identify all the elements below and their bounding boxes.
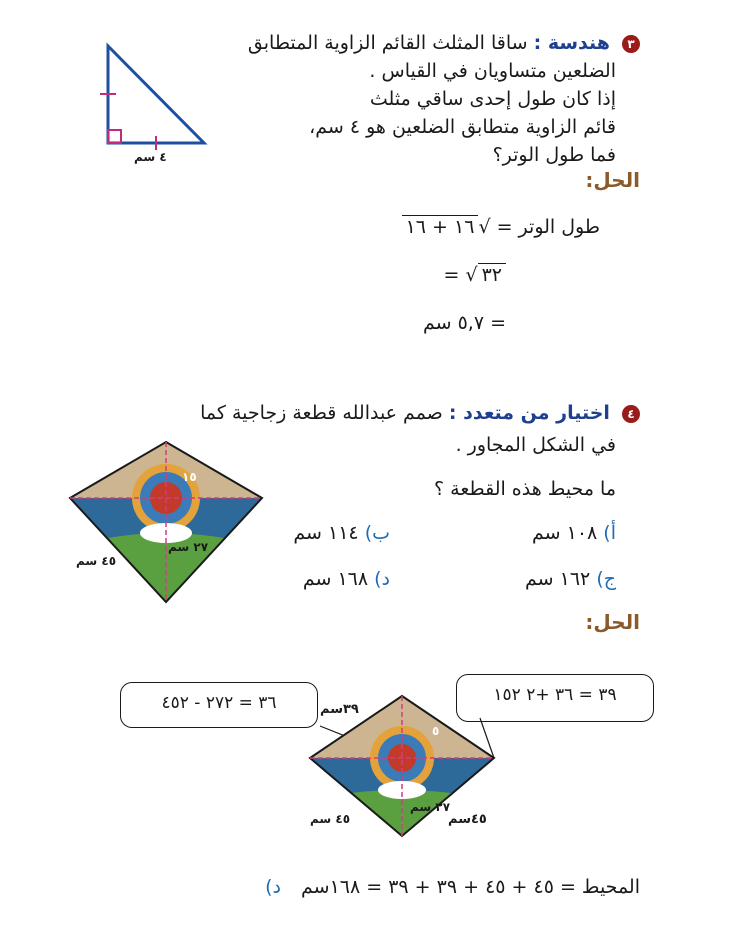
question-number-badge: ٤ bbox=[622, 405, 640, 423]
q4-question: ما محيط هذه القطعة ؟ bbox=[434, 478, 616, 500]
q3-step-1-radicand: ١٦ + ١٦ bbox=[402, 215, 479, 238]
perimeter-equation: المحيط = ٤٥ + ٤٥ + ٣٩ + ٣٩ = ١٦٨سم bbox=[301, 876, 640, 898]
q4-option-a: أ) ١٠٨ سم bbox=[532, 522, 616, 544]
q3-line-3: إذا كان طول إحدى ساقي مثلث bbox=[369, 88, 616, 110]
bubble-right: ٣٩ = ٣٦ +٢ ١٥٢ bbox=[456, 674, 654, 722]
q4-option-c: ج) ١٦٢ سم bbox=[525, 568, 616, 590]
sqrt-sign: √ bbox=[465, 264, 478, 286]
q3-topic: هندسة : bbox=[533, 32, 610, 54]
q4-line-1 bbox=[200, 400, 640, 426]
kite-label-side: ٤٥ سم bbox=[76, 554, 117, 568]
kite-label-top: ١٥ bbox=[182, 470, 197, 484]
triangle-side-label: ٤ سم bbox=[134, 150, 167, 164]
q4-text-1: صمم عبدالله قطعة زجاجية كما bbox=[200, 402, 443, 424]
q4-line-2: في الشكل المجاور . bbox=[455, 434, 616, 456]
sol-label-bottom-right: ٤٥سم bbox=[448, 812, 487, 827]
q4-solution-label: الحل: bbox=[585, 610, 640, 634]
q3-line-4: قائم الزاوية متطابق الضلعين هو ٤ سم، bbox=[309, 116, 616, 138]
question-number-badge: ٣ bbox=[622, 35, 640, 53]
sol-label-inner: ٢٧ سم bbox=[410, 800, 451, 814]
q3-line-5: فما طول الوتر؟ bbox=[492, 144, 616, 166]
sol-label-top-right: ٥ bbox=[432, 724, 440, 738]
q3-text-1: ساقا المثلث القائم الزاوية المتطابق bbox=[247, 32, 528, 54]
q3-result: ٥,٧ سم bbox=[422, 312, 485, 334]
perimeter-line bbox=[265, 874, 640, 900]
q4-topic: اختيار من متعدد : bbox=[448, 402, 610, 424]
q3-line-1 bbox=[248, 30, 640, 56]
q3-step-3: = ٥,٧ سم bbox=[422, 312, 506, 334]
q3-step-1: طول الوتر = √١٦ + ١٦ bbox=[402, 214, 600, 240]
q3-solution-label: الحل: bbox=[585, 168, 640, 192]
bubble-left: ٣٦ = ٢٧٢ - ٤٥٢ bbox=[120, 682, 318, 728]
kite-label-inner: ٢٧ سم bbox=[168, 540, 209, 554]
answer-letter: د) bbox=[265, 876, 281, 898]
kite-figure bbox=[66, 438, 266, 608]
sol-label-bottom-left: ٤٥ سم bbox=[310, 812, 351, 826]
sqrt-sign: √ bbox=[478, 216, 491, 238]
q4-option-d: د) ١٦٨ سم bbox=[302, 568, 390, 590]
sol-label-top-left: ٣٩سم bbox=[320, 702, 359, 717]
q3-line-2: الضلعين متساويان في القياس . bbox=[369, 60, 616, 82]
q4-option-b: ب) ١١٤ سم bbox=[293, 522, 390, 544]
q3-step-2-radicand: ٣٢ bbox=[478, 263, 506, 286]
q3-step-2: = √ ٣٢ bbox=[444, 262, 507, 288]
